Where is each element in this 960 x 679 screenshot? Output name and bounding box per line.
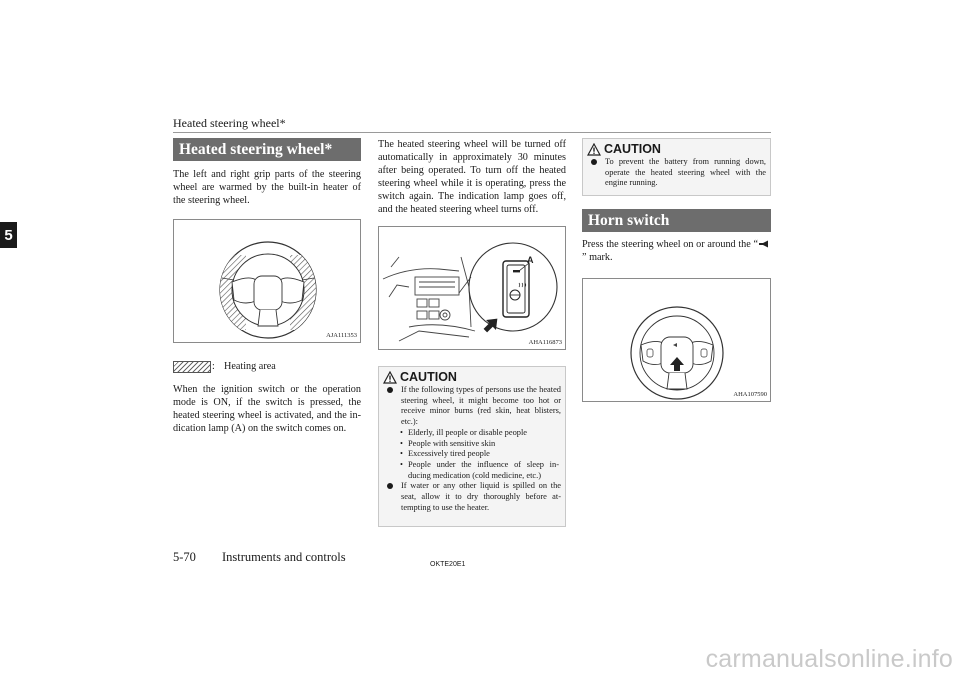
section-heading-horn-switch: Horn switch (582, 209, 771, 232)
horn-text-start: Press the steering wheel on or around the “ (582, 239, 758, 250)
caution-sub-item (383, 460, 561, 481)
caution-box-heater (378, 366, 566, 527)
warning-triangle-icon (587, 143, 601, 156)
steering-wheel-heating-illustration (174, 220, 360, 342)
caution-sub-item (383, 439, 561, 450)
caution-sub-item-text: People with sensitive skin (408, 438, 496, 448)
figure-code: AHA116873 (528, 339, 562, 346)
caution-box-battery (582, 138, 771, 196)
sub-bullet-icon: • (400, 427, 403, 437)
document-code: OKTE20E1 (430, 561, 466, 568)
running-header: Heated steering wheel* (173, 116, 286, 130)
caution-item (587, 157, 766, 189)
chapter-tab: 5 (0, 222, 17, 248)
sub-bullet-icon: • (400, 438, 403, 448)
caution-title (587, 141, 766, 157)
header-rule (173, 132, 771, 133)
legend-label: Heating area (224, 361, 276, 372)
figure-code: AJA111353 (326, 332, 357, 339)
steering-wheel-heating-figure (173, 219, 361, 343)
caution-sub-item (383, 428, 561, 439)
legend-colon: : (212, 361, 215, 372)
footer-section-title: Instruments and controls (222, 550, 346, 564)
switch-location-figure (378, 226, 566, 350)
warning-triangle-icon (383, 371, 397, 384)
dashboard-switch-illustration (379, 227, 565, 349)
caution-item (383, 481, 561, 513)
horn-icon (758, 240, 771, 248)
callout-label: A (527, 255, 534, 265)
page-number: 5-70 (173, 550, 196, 564)
caution-title-text: CAUTION (604, 142, 661, 156)
watermark: carmanualsonline.info (705, 645, 953, 673)
caution-item-text: If the following types of persons use the heated steering wheel, it might become too hot or receive minor burns (red skin, heat blisters, etc.): (401, 385, 561, 427)
intro-paragraph: The left and right grip parts of the steering wheel are warmed by the built-in heater of the steering wheel. (173, 169, 361, 207)
activation-paragraph: When the ignition switch or the operation mode is ON, if the switch is pressed, the heated steering wheel is activated, and the in-dication lamp (A) on the switch comes on. (173, 384, 361, 435)
auto-off-paragraph: The heated steering wheel will be turned off automatically in approximately 30 minutes after being operated. To turn off the heated steering wheel while it is operating, press the switch again. The indication lamp goes off, and the heated steering wheel turns off. (378, 139, 566, 216)
horn-text-end: ” mark. (582, 252, 613, 264)
hatch-legend-swatch (173, 361, 211, 373)
caution-title (383, 369, 561, 385)
sub-bullet-icon: • (400, 449, 403, 459)
bullet-icon (387, 387, 393, 393)
caution-item-text: To prevent the battery from running down, operate the heated steering wheel with the engine running. (605, 157, 766, 188)
figure-code: AHA107590 (733, 391, 767, 398)
section-heading-heated-steering: Heated steering wheel* (173, 138, 361, 161)
caution-item-text: If water or any other liquid is spilled on the seat, allow it to dry thoroughly before at-tempting to use the heater. (401, 481, 561, 512)
caution-sub-item-text: Excessively tired people (408, 449, 490, 459)
bullet-icon (387, 483, 393, 489)
bullet-icon (591, 159, 597, 165)
sub-bullet-icon: • (400, 459, 403, 469)
horn-paragraph (582, 238, 771, 264)
caution-sub-item (383, 449, 561, 460)
caution-item (383, 385, 561, 428)
horn-location-figure (582, 278, 771, 402)
horn-steering-wheel-illustration (583, 279, 770, 401)
caution-title-text: CAUTION (400, 370, 457, 384)
caution-sub-item-text: People under the influence of sleep in-ducing medication (cold medicine, etc.) (408, 459, 559, 480)
caution-sub-item-text: Elderly, ill people or disable people (408, 427, 527, 437)
